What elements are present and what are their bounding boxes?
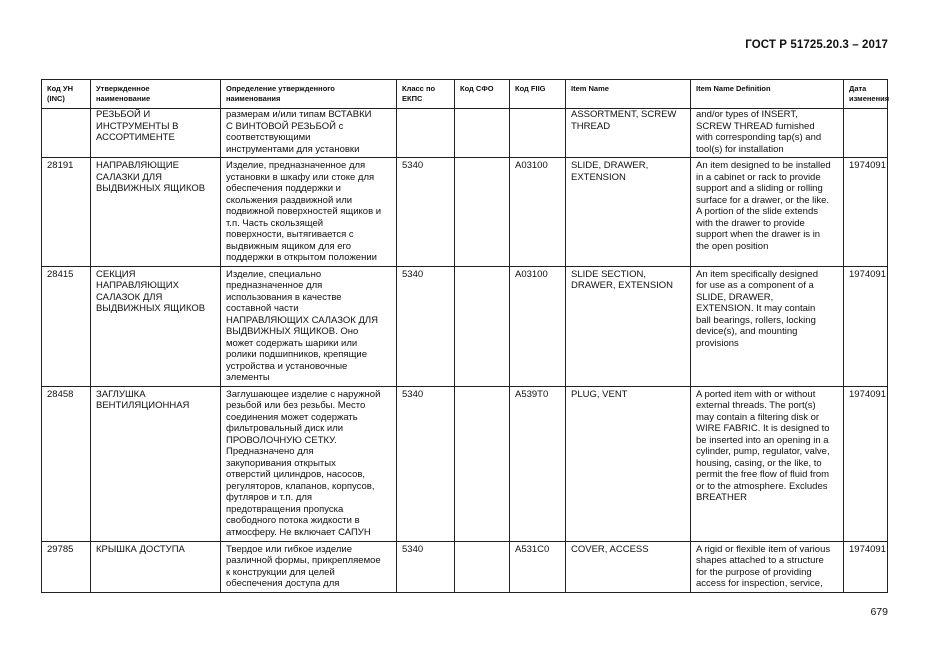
cell-name-ru: КРЫШКА ДОСТУПА (91, 541, 221, 592)
cell-item-name: SLIDE SECTION, DRAWER, EXTENSION (566, 266, 691, 386)
col-header-sfo: Код СФО (455, 80, 510, 109)
col-header-inc: Код УН (INC) (42, 80, 91, 109)
cell-inc: 29785 (42, 541, 91, 592)
cell-definition-ru: Изделие, предназначенное для установки в шкафу или стоке для обеспечения поддержки и скольжения раздвижной или подвижной поверхностей ящиков и т.п. Часть скользящей поверхности, вытягивается с выдвижным ящиком для его поддержки в открытом положении (221, 158, 397, 267)
cell-item-definition: An item specifically designed for use as a component of a SLIDE, DRAWER, EXTENSION. It may contain ball bearings, rollers, locking device(s), and mounting provisions (691, 266, 844, 386)
col-header-class: Класс по ЕКПС (397, 80, 455, 109)
col-header-name-ru: Утвержденное наименование (91, 80, 221, 109)
cell-fiig: A531C0 (510, 541, 566, 592)
cell-name-ru: РЕЗЬБОЙ И ИНСТРУМЕНТЫ В АССОРТИМЕНТЕ (91, 109, 221, 158)
table-row (42, 266, 888, 386)
cell-date: 1974091 (844, 386, 888, 541)
standard-identifier: ГОСТ Р 51725.20.3 – 2017 (745, 39, 888, 51)
cell-item-name: COVER, ACCESS (566, 541, 691, 592)
cell-sfo (455, 158, 510, 267)
cell-name-ru: СЕКЦИЯ НАПРАВЛЯЮЩИХ САЛАЗОК ДЛЯ ВЫДВИЖНЫХ ЯЩИКОВ (91, 266, 221, 386)
cell-fiig: A03100 (510, 158, 566, 267)
cell-class: 5340 (397, 541, 455, 592)
table-row (42, 158, 888, 267)
cell-date: 1974091 (844, 158, 888, 267)
cell-date (844, 109, 888, 158)
cell-inc: 28415 (42, 266, 91, 386)
cell-inc: 28191 (42, 158, 91, 267)
cell-class: 5340 (397, 266, 455, 386)
table-header-row (42, 80, 888, 109)
col-header-definition-ru: Определение утвержденного наименования (221, 80, 397, 109)
col-header-item-name: Item Name (566, 80, 691, 109)
col-header-fiig: Код FIIG (510, 80, 566, 109)
cell-name-ru: ЗАГЛУШКА ВЕНТИЛЯЦИОННАЯ (91, 386, 221, 541)
cell-class: 5340 (397, 158, 455, 267)
col-header-date: Дата изменения (844, 80, 888, 109)
cell-fiig (510, 109, 566, 158)
cell-definition-ru: Заглушающее изделие с наружной резьбой или без резьбы. Место соединения может содержать фильтровальный диск или ПРОВОЛОЧНУЮ СЕТКУ. Предназначено для закупоривания открытых отверстий цилиндров, насосов, регуляторов, клапанов, корпусов, футляров и т.п. для предотвращения пропуска свободного потока жидкости в атмосферу. Не включает САПУН (221, 386, 397, 541)
cell-sfo (455, 109, 510, 158)
cell-date: 1974091 (844, 541, 888, 592)
cell-class (397, 109, 455, 158)
cell-inc (42, 109, 91, 158)
item-names-table (41, 79, 888, 593)
cell-item-name: ASSORTMENT, SCREW THREAD (566, 109, 691, 158)
cell-date: 1974091 (844, 266, 888, 386)
cell-class: 5340 (397, 386, 455, 541)
cell-definition-ru: Изделие, специально предназначенное для использования в качестве составной части НАПРАВЛЯЮЩИХ САЛАЗОК ДЛЯ ВЫДВИЖНЫХ ЯЩИКОВ. Оно может содержать шарики или ролики подшипников, крепящие устройства и установочные элементы (221, 266, 397, 386)
col-header-item-definition: Item Name Definition (691, 80, 844, 109)
page-number: 679 (870, 606, 888, 618)
cell-sfo (455, 541, 510, 592)
cell-definition-ru: Твердое или гибкое изделие различной формы, прикрепляемое к конструкции для целей обеспечения доступа для (221, 541, 397, 592)
cell-inc: 28458 (42, 386, 91, 541)
cell-item-definition: A rigid or flexible item of various shapes attached to a structure for the purpose of providing access for inspection, service, (691, 541, 844, 592)
cell-item-name: PLUG, VENT (566, 386, 691, 541)
cell-fiig: A539T0 (510, 386, 566, 541)
table-row (42, 541, 888, 592)
cell-name-ru: НАПРАВЛЯЮЩИЕ САЛАЗКИ ДЛЯ ВЫДВИЖНЫХ ЯЩИКОВ (91, 158, 221, 267)
cell-item-definition: An item designed to be installed in a cabinet or rack to provide support and a sliding or rolling surface for a drawer, or the like. A portion of the slide extends with the drawer to provide support when the drawer is in the open position (691, 158, 844, 267)
cell-item-definition: and/or types of INSERT, SCREW THREAD furnished with corresponding tap(s) and tool(s) for installation (691, 109, 844, 158)
table-row (42, 386, 888, 541)
cell-item-definition: A ported item with or without external threads. The port(s) may contain a filtering disk or WIRE FABRIC. It is designed to be inserted into an opening in a cylinder, pump, regulator, valve, housing, casing, or the like, to permit the free flow of fluid from or to the atmosphere. Excludes BREATHER (691, 386, 844, 541)
cell-sfo (455, 266, 510, 386)
cell-sfo (455, 386, 510, 541)
cell-definition-ru: размерам и/или типам ВСТАВКИ С ВИНТОВОЙ РЕЗЬБОЙ с соответствующими инструментами для установки (221, 109, 397, 158)
cell-fiig: A03100 (510, 266, 566, 386)
table-row (42, 109, 888, 158)
cell-item-name: SLIDE, DRAWER, EXTENSION (566, 158, 691, 267)
